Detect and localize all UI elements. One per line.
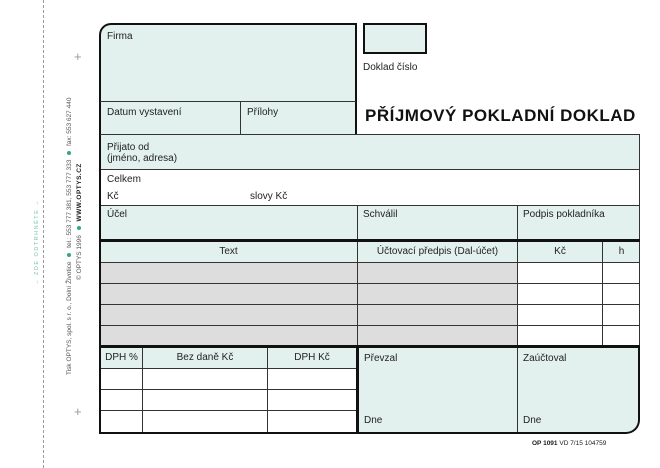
- frame-edge: [99, 135, 101, 434]
- doklad-cislo-box[interactable]: [363, 23, 427, 54]
- slovy-kc-label: slovy Kč: [250, 191, 288, 202]
- column-predpis-header: Účtovací předpis (Dal-účet): [376, 246, 499, 257]
- separator-dot-icon: [77, 226, 81, 230]
- separator-dot-icon: [67, 151, 71, 155]
- printer-fax: fax: 553 627 440: [66, 97, 73, 146]
- website: WWW.OPTYS.CZ: [76, 163, 83, 222]
- doklad-cislo-label: Doklad číslo: [363, 62, 418, 73]
- prijato-od-label: Přijato od: [107, 142, 150, 153]
- schvalil-label: Schválil: [363, 209, 398, 220]
- celkem-row: [100, 170, 640, 205]
- separator-dot-icon: [67, 253, 71, 257]
- printer-name: Tisk OPTYS, spol. s r. o., Dolní Životice: [66, 261, 73, 375]
- dph-entry-area: [101, 368, 356, 432]
- column-text-header: Text: [219, 246, 238, 257]
- divider: [100, 101, 356, 102]
- column-h-header: h: [618, 246, 625, 257]
- copyright-info: [76, 163, 83, 280]
- printer-phone: tel.: 553 777 381, 553 777 333: [66, 159, 73, 248]
- dne-label-zauctoval: Dne: [523, 415, 542, 426]
- document-title: PŘÍJMOVÝ POKLADNÍ DOKLAD: [365, 106, 636, 125]
- prijato-od-row: [100, 134, 640, 170]
- section-divider: [356, 348, 359, 433]
- column-divider: [357, 242, 358, 346]
- dph-kc-label: DPH Kč: [294, 352, 330, 363]
- tear-here-label: → ZDE ODTRHNĚTE →: [34, 198, 40, 285]
- table-row: [101, 368, 357, 369]
- copyright: © OPTYS 1996: [76, 235, 83, 280]
- table-row: [101, 410, 357, 411]
- table-row: [100, 262, 640, 263]
- table-row: [100, 283, 640, 284]
- printer-info: [66, 98, 73, 375]
- perforation-line: [43, 0, 44, 468]
- column-divider: [602, 242, 603, 346]
- dne-label-prevzal: Dne: [364, 415, 383, 426]
- registration-mark-bottom: +: [74, 404, 82, 419]
- prilohy-label: Přílohy: [247, 107, 279, 118]
- frame-bottom-edge: [99, 432, 519, 434]
- prevzal-label: Převzal: [364, 353, 398, 364]
- form-code: [532, 440, 606, 447]
- registration-mark-top: +: [74, 49, 82, 64]
- divider: [357, 205, 358, 240]
- kc-label: Kč: [107, 191, 119, 202]
- podpis-pokladnika-label: Podpis pokladníka: [523, 209, 605, 220]
- bez-dane-label: Bez daně Kč: [176, 352, 234, 363]
- table-row: [100, 304, 640, 305]
- firma-label: Firma: [107, 31, 133, 42]
- column-divider: [517, 242, 518, 346]
- jmeno-adresa-label: (jméno, adresa): [107, 153, 178, 164]
- ucel-label: Účel: [107, 209, 128, 220]
- table-row: [101, 389, 357, 390]
- datum-vystaveni-label: Datum vystavení: [107, 107, 182, 118]
- frame-edge: [355, 23, 357, 135]
- table-row: [100, 325, 640, 326]
- divider: [240, 101, 241, 135]
- form-version: VD 7/15 104759: [559, 440, 607, 447]
- form-number: OP 1091: [532, 440, 558, 447]
- dph-percent-label: DPH %: [105, 352, 138, 363]
- zauctoval-label: Zaúčtoval: [523, 353, 567, 364]
- divider: [517, 205, 518, 240]
- column-kc-header: Kč: [554, 246, 566, 257]
- celkem-label: Celkem: [107, 174, 141, 185]
- section-divider: [517, 348, 518, 433]
